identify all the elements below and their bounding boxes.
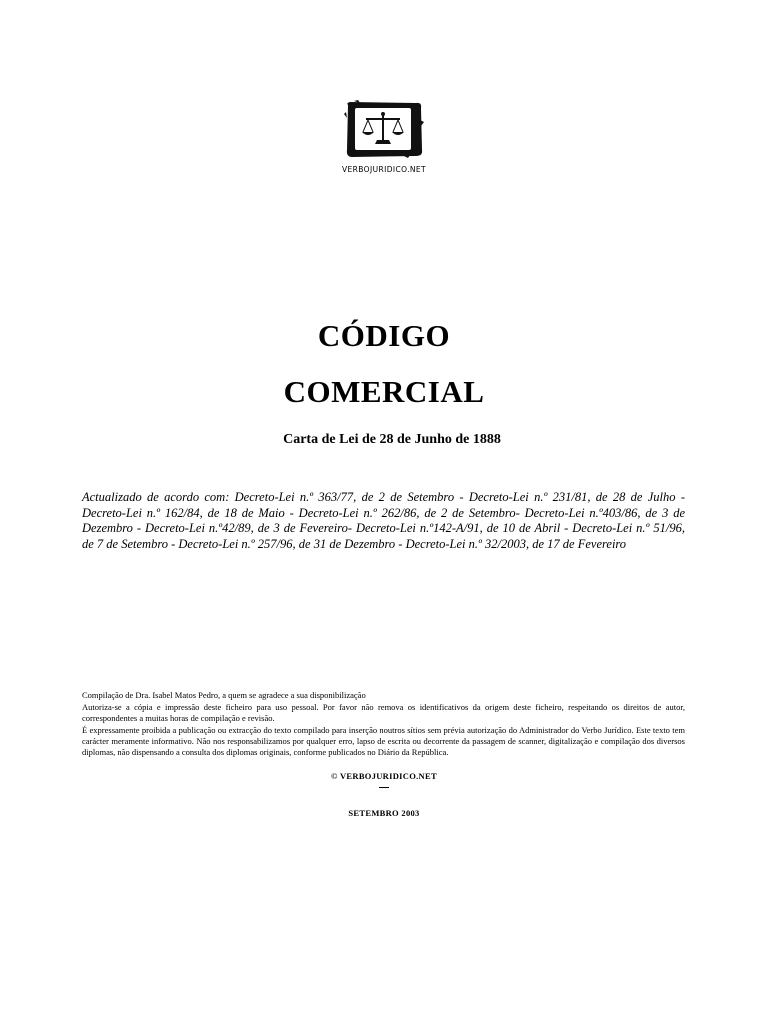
publication-date: SETEMBRO 2003 — [348, 808, 420, 818]
authorization-note: Autoriza-se a cópia e impressão deste ficheiro para uso pessoal. Por favor não remova os identificativos da origem deste ficheiro, respeitando os direitos de autor, correspondentes a muitas horas de compilação e revisão. — [82, 702, 685, 723]
document-subtitle: Carta de Lei de 28 de Junho de 1888 — [283, 432, 501, 447]
document-title-line-1: CÓDIGO — [317, 318, 451, 353]
logo-caption: VERBOJURIDICO.NET — [341, 165, 427, 174]
scales-of-justice-icon — [344, 100, 424, 163]
separator-dash — [379, 787, 389, 788]
logo-block — [0, 100, 768, 174]
document-title-line-2: COMERCIAL — [283, 374, 485, 409]
notes-block — [82, 690, 685, 759]
compilation-note: Compilação de Dra. Isabel Matos Pedro, a quem se agradece a sua disponibilização — [82, 690, 366, 700]
prohibition-note: É expressamente proibida a publicação ou extracção do texto compilado para inserção noutros sítios sem prévia autorização do Administrador do Verbo Jurídico. Este texto tem carácter meramente informativo. Não nos responsabilizamos por qualquer erro, lapso de escrita ou decorrente da passagem de scanner, digitalização e compilação dos diversos diplomas, não dispensando a consulta dos diplomas originais, conforme publicados no Diário da República. — [82, 725, 685, 757]
copyright-line: © VERBOJURIDICO.NET — [331, 771, 437, 781]
legislation-update-list: Actualizado de acordo com: Decreto-Lei n.º 363/77, de 2 de Setembro - Decreto-Lei n.º 231/81, de 28 de Julho - Decreto-Lei n.º 162/84, de 18 de Maio - Decreto-Lei n.º 262/86, de 2 de Setembro- Decreto-Lei n.º403/86, de 3 de Dezembro - Decreto-Lei n.º42/89, de 3 de Fevereiro- Decreto-Lei n.º142-A/91, de 10 de Abril - Decreto-Lei n.º 51/96, de 7 de Setembro - Decreto-Lei n.º 257/96, de 31 de Dezembro - Decreto-Lei n.º 32/2003, de 17 de Fevereiro — [82, 490, 685, 551]
